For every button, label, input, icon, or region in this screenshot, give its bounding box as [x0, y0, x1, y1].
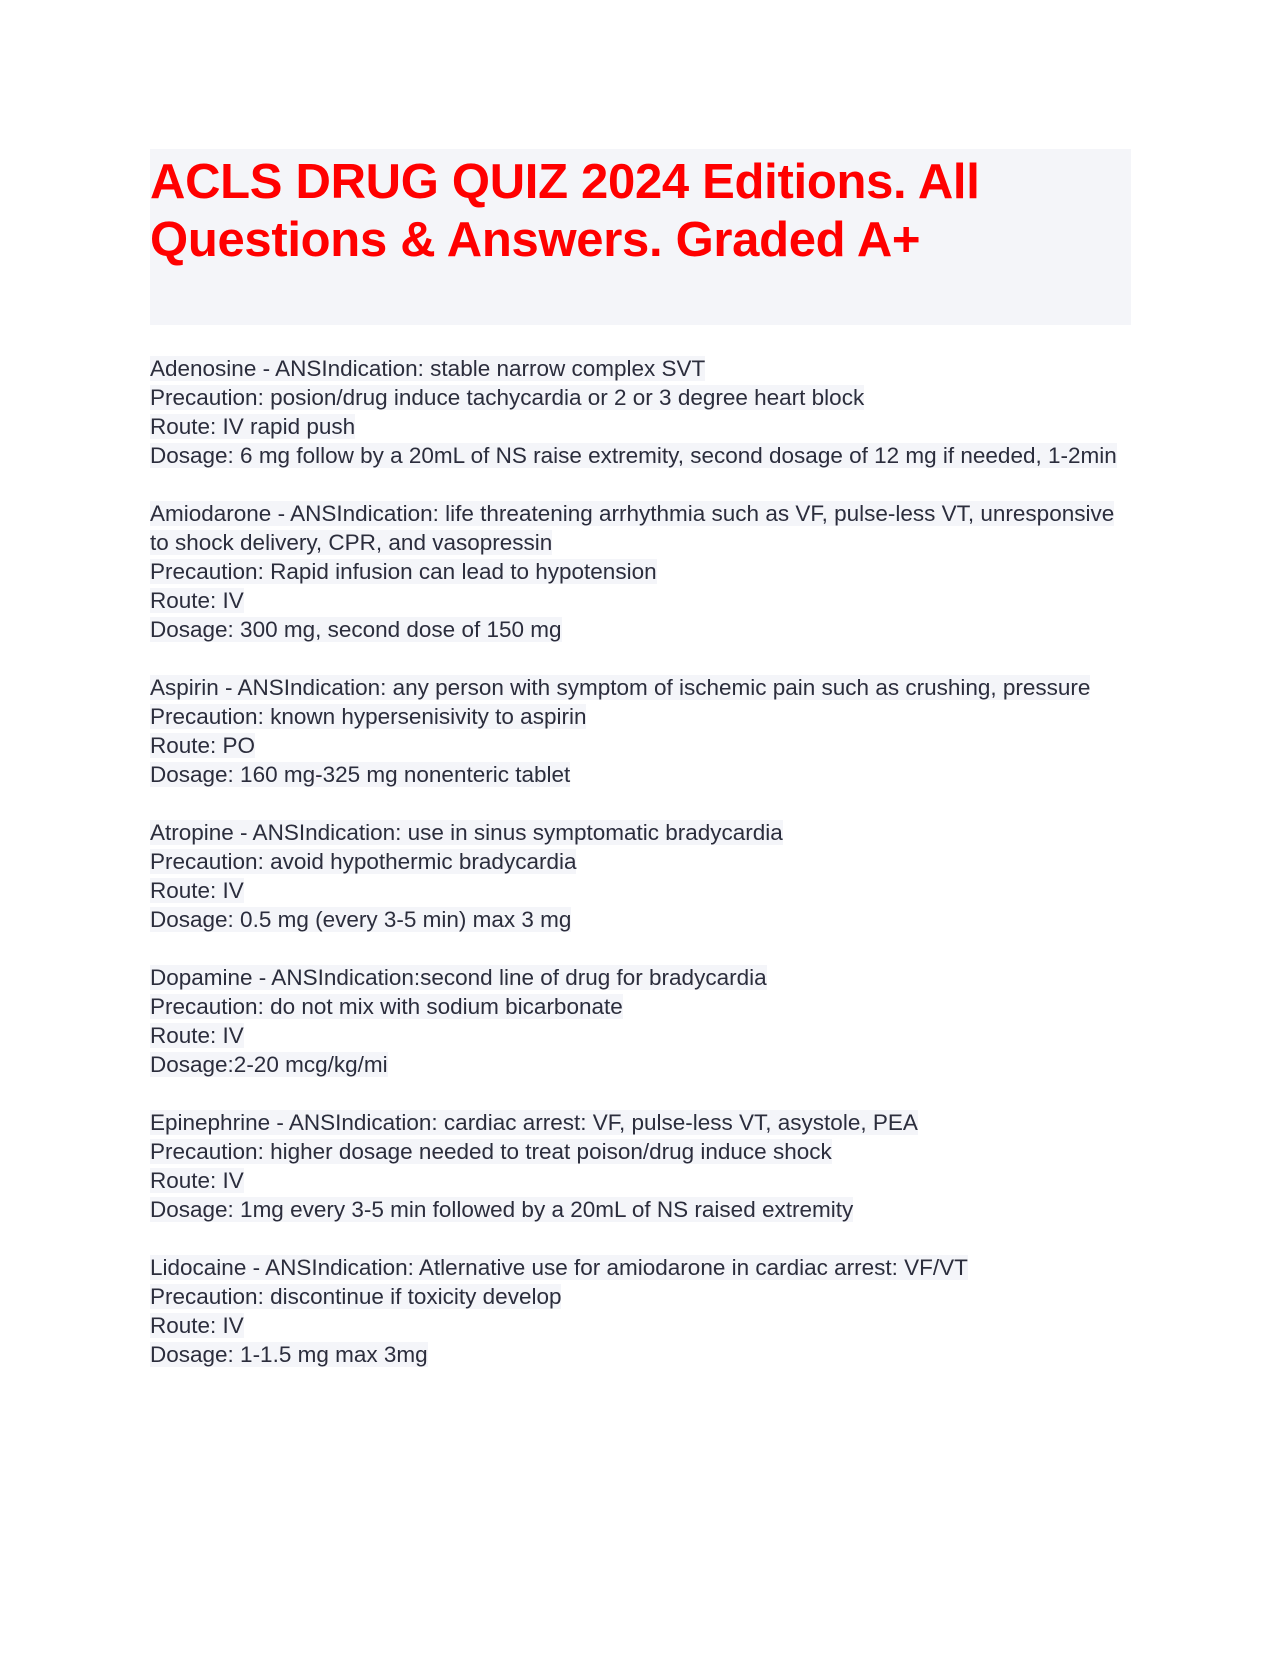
drug-entry	[150, 673, 1131, 789]
drug-route: Route: IV	[150, 1023, 244, 1048]
drug-precaution-line	[150, 847, 1131, 876]
drug-dosage-line	[150, 760, 1131, 789]
drug-dosage-line	[150, 1050, 1131, 1079]
drug-dosage: Dosage: 300 mg, second dose of 150 mg	[150, 617, 562, 642]
drug-route-line	[150, 1021, 1131, 1050]
drug-dosage-line	[150, 905, 1131, 934]
drug-entry	[150, 354, 1131, 470]
drug-dosage-line	[150, 1195, 1131, 1224]
title-banner	[150, 149, 1131, 325]
drug-dosage-line	[150, 1340, 1131, 1369]
drug-route: Route: IV	[150, 1168, 244, 1193]
drug-dosage: Dosage: 1mg every 3-5 min followed by a 20mL of NS raised extremity	[150, 1197, 854, 1222]
drug-precaution-line	[150, 1137, 1131, 1166]
drug-precaution: Precaution: do not mix with sodium bicarbonate	[150, 994, 623, 1019]
drug-dosage: Dosage: 6 mg follow by a 20mL of NS raise extremity, second dosage of 12 mg if needed, 1-2min	[150, 443, 1117, 468]
drug-precaution: Precaution: known hypersenisivity to aspirin	[150, 704, 587, 729]
drug-indication: Lidocaine - ANSIndication: Atlernative use for amiodarone in cardiac arrest: VF/VT	[150, 1255, 968, 1280]
drug-route-line	[150, 731, 1131, 760]
drug-route-line	[150, 412, 1131, 441]
drug-route: Route: IV rapid push	[150, 414, 356, 439]
drug-precaution: Precaution: discontinue if toxicity develop	[150, 1284, 562, 1309]
drug-precaution: Precaution: posion/drug induce tachycardia or 2 or 3 degree heart block	[150, 385, 865, 410]
drug-precaution-line	[150, 557, 1131, 586]
drug-indication: Dopamine - ANSIndication:second line of drug for bradycardia	[150, 965, 767, 990]
drug-indication: Amiodarone - ANSIndication: life threatening arrhythmia such as VF, pulse-less VT, unresponsive to shock delivery, CPR, and vasopressin	[150, 501, 1115, 555]
drug-precaution: Precaution: higher dosage needed to treat poison/drug induce shock	[150, 1139, 832, 1164]
document-title: ACLS DRUG QUIZ 2024 Editions. All Questions & Answers. Graded A+	[150, 155, 980, 267]
drug-indication-line	[150, 1253, 1131, 1282]
drug-route-line	[150, 876, 1131, 905]
drug-indication: Epinephrine - ANSIndication: cardiac arrest: VF, pulse-less VT, asystole, PEA	[150, 1110, 918, 1135]
drug-route: Route: IV	[150, 588, 244, 613]
drug-route-line	[150, 1166, 1131, 1195]
drug-list	[150, 354, 1131, 1398]
drug-indication-line	[150, 1108, 1131, 1137]
drug-entry	[150, 1108, 1131, 1224]
drug-dosage: Dosage: 0.5 mg (every 3-5 min) max 3 mg	[150, 907, 572, 932]
drug-indication-line	[150, 499, 1131, 557]
drug-dosage-line	[150, 441, 1131, 470]
drug-entry	[150, 499, 1131, 644]
drug-precaution: Precaution: avoid hypothermic bradycardia	[150, 849, 577, 874]
drug-entry	[150, 1253, 1131, 1369]
drug-indication: Adenosine - ANSIndication: stable narrow complex SVT	[150, 356, 706, 381]
drug-route: Route: IV	[150, 1313, 244, 1338]
drug-precaution-line	[150, 1282, 1131, 1311]
drug-indication-line	[150, 818, 1131, 847]
drug-precaution-line	[150, 702, 1131, 731]
drug-dosage: Dosage: 1-1.5 mg max 3mg	[150, 1342, 428, 1367]
drug-dosage-line	[150, 615, 1131, 644]
drug-route: Route: PO	[150, 733, 256, 758]
drug-route: Route: IV	[150, 878, 244, 903]
drug-indication: Atropine - ANSIndication: use in sinus symptomatic bradycardia	[150, 820, 783, 845]
drug-entry	[150, 818, 1131, 934]
drug-entry	[150, 963, 1131, 1079]
drug-indication-line	[150, 963, 1131, 992]
drug-precaution-line	[150, 992, 1131, 1021]
drug-precaution-line	[150, 383, 1131, 412]
drug-indication-line	[150, 673, 1131, 702]
drug-route-line	[150, 1311, 1131, 1340]
drug-indication-line	[150, 354, 1131, 383]
drug-route-line	[150, 586, 1131, 615]
drug-dosage: Dosage: 160 mg-325 mg nonenteric tablet	[150, 762, 571, 787]
drug-dosage: Dosage:2-20 mcg/kg/mi	[150, 1052, 388, 1077]
drug-precaution: Precaution: Rapid infusion can lead to hypotension	[150, 559, 657, 584]
drug-indication: Aspirin - ANSIndication: any person with symptom of ischemic pain such as crushing, pressure	[150, 675, 1091, 700]
